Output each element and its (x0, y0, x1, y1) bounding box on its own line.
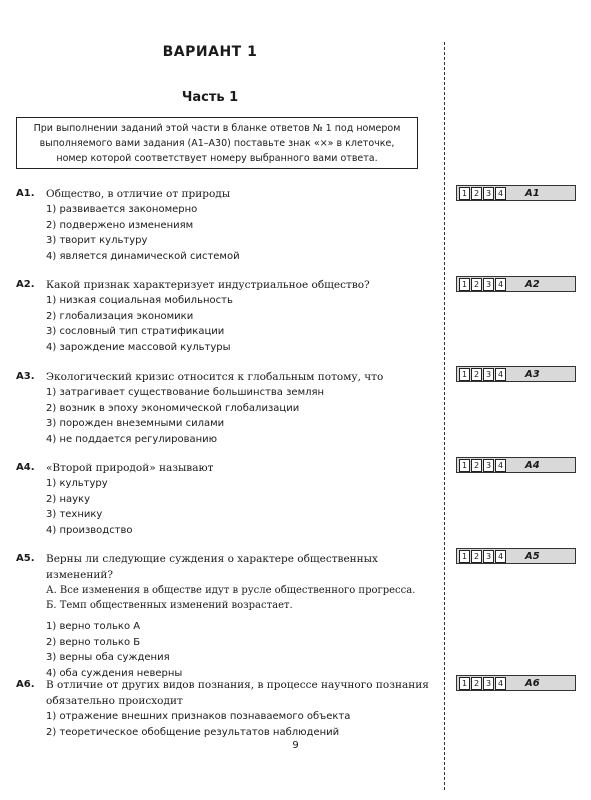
answer-box-label: А4 (525, 459, 540, 471)
answer-box-label: А6 (525, 677, 540, 689)
question-number: А1. (16, 188, 35, 199)
answer-option: 2) возник в эпоху экономической глобализации (46, 402, 300, 414)
answer-option: 3) технику (46, 509, 103, 520)
answer-option: 2) верно только Б (46, 636, 141, 648)
question-a2 (16, 277, 434, 355)
answer-box-label: А5 (525, 550, 540, 562)
answer-cell-4[interactable]: 4 (495, 677, 506, 690)
answer-cell-3[interactable]: 3 (483, 278, 494, 291)
answer-box-a2[interactable] (456, 276, 576, 292)
answer-cell-4[interactable]: 4 (495, 368, 506, 381)
question-text: Общество, в отличие от природы (46, 188, 231, 200)
answer-box-a4[interactable] (456, 457, 576, 473)
answer-cell-1[interactable]: 1 (459, 368, 470, 381)
answer-option: 4) зарождение массовой культуры (46, 341, 231, 353)
answer-cell-2[interactable]: 2 (471, 368, 482, 381)
answer-cell-2[interactable]: 2 (471, 278, 482, 291)
answer-cell-3[interactable]: 3 (483, 459, 494, 472)
answer-cell-3[interactable]: 3 (483, 187, 494, 200)
question-a5 (16, 551, 434, 681)
answer-cell-1[interactable]: 1 (459, 677, 470, 690)
answer-option: 1) затрагивает существование большинства землян (46, 387, 325, 398)
instructions-box: При выполнении заданий этой части в бланке ответов № 1 под номером выполняемого вами задания (А1–А30) поставьте знак «×» в клеточке, номер которой соответствует номеру выбранного вами ответа. (16, 117, 418, 169)
answer-option: 2) теоретическое обобщение результатов наблюдений (46, 726, 340, 738)
variant-title: ВАРИАНТ 1 (162, 44, 258, 60)
answer-option: 1) низкая социальная мобильность (46, 295, 233, 306)
question-a3 (16, 369, 434, 447)
part-title: Часть 1 (181, 90, 239, 105)
statement: А. Все изменения в обществе идут в русле общественного прогресса. (46, 585, 416, 596)
answer-cell-1[interactable]: 1 (459, 550, 470, 563)
answer-option: 2) науку (46, 493, 90, 505)
answer-option: 1) культуру (46, 478, 108, 489)
answer-option: 1) отражение внешних признаков познаваемого объекта (46, 711, 351, 722)
answer-cell-2[interactable]: 2 (471, 459, 482, 472)
answer-option: 4) оба суждения неверны (46, 667, 183, 679)
question-number: А6. (16, 679, 35, 690)
answer-option: 2) глобализация экономики (46, 310, 194, 322)
page-number: 9 (292, 740, 299, 751)
question-text: «Второй природой» называют (46, 462, 214, 474)
answer-cell-4[interactable]: 4 (495, 550, 506, 563)
answer-option: 2) подвержено изменениям (46, 219, 194, 231)
answer-box-a1[interactable] (456, 185, 576, 201)
question-number: А5. (16, 553, 35, 564)
answer-option: 4) является динамической системой (46, 250, 240, 262)
statement: Б. Темп общественных изменений возрастает. (46, 600, 293, 611)
answer-box-label: А2 (525, 278, 540, 290)
answer-cell-4[interactable]: 4 (495, 278, 506, 291)
question-text: В отличие от других видов познания, в процессе научного познания обязательно происходит (46, 679, 429, 707)
answer-option: 3) сословный тип стратификации (46, 326, 225, 337)
question-text: Экологический кризис относится к глобальным потому, что (46, 371, 384, 383)
answer-cell-2[interactable]: 2 (471, 550, 482, 563)
answer-cell-4[interactable]: 4 (495, 187, 506, 200)
answer-cell-3[interactable]: 3 (483, 677, 494, 690)
question-number: А2. (16, 279, 35, 290)
answer-cell-2[interactable]: 2 (471, 677, 482, 690)
question-number: А3. (16, 371, 35, 382)
answer-box-a3[interactable] (456, 366, 576, 382)
answer-option: 4) производство (46, 524, 133, 536)
answer-cell-1[interactable]: 1 (459, 278, 470, 291)
answer-box-a6[interactable] (456, 675, 576, 691)
answer-box-a5[interactable] (456, 548, 576, 564)
answer-box-label: А1 (525, 187, 540, 199)
question-a6 (16, 677, 434, 740)
answer-box-label: А3 (525, 368, 540, 380)
answer-option: 3) творит культуру (46, 235, 148, 246)
answer-option: 3) верны оба суждения (46, 652, 170, 663)
answer-cell-1[interactable]: 1 (459, 187, 470, 200)
cut-line (444, 42, 445, 790)
answer-cell-4[interactable]: 4 (495, 459, 506, 472)
question-text: Какой признак характеризует индустриальное общество? (46, 279, 370, 291)
question-number: А4. (16, 462, 35, 473)
answer-cell-3[interactable]: 3 (483, 368, 494, 381)
answer-cell-3[interactable]: 3 (483, 550, 494, 563)
answer-option: 4) не поддается регулированию (46, 433, 218, 445)
question-a4 (16, 460, 434, 538)
answer-option: 1) верно только А (46, 621, 141, 632)
question-a1 (16, 186, 434, 264)
answer-option: 1) развивается закономерно (46, 204, 198, 215)
question-text: Верны ли следующие суждения о характере общественных изменений? (46, 553, 378, 581)
answer-cell-2[interactable]: 2 (471, 187, 482, 200)
answer-cell-1[interactable]: 1 (459, 459, 470, 472)
answer-option: 3) порожден внеземными силами (46, 418, 225, 429)
